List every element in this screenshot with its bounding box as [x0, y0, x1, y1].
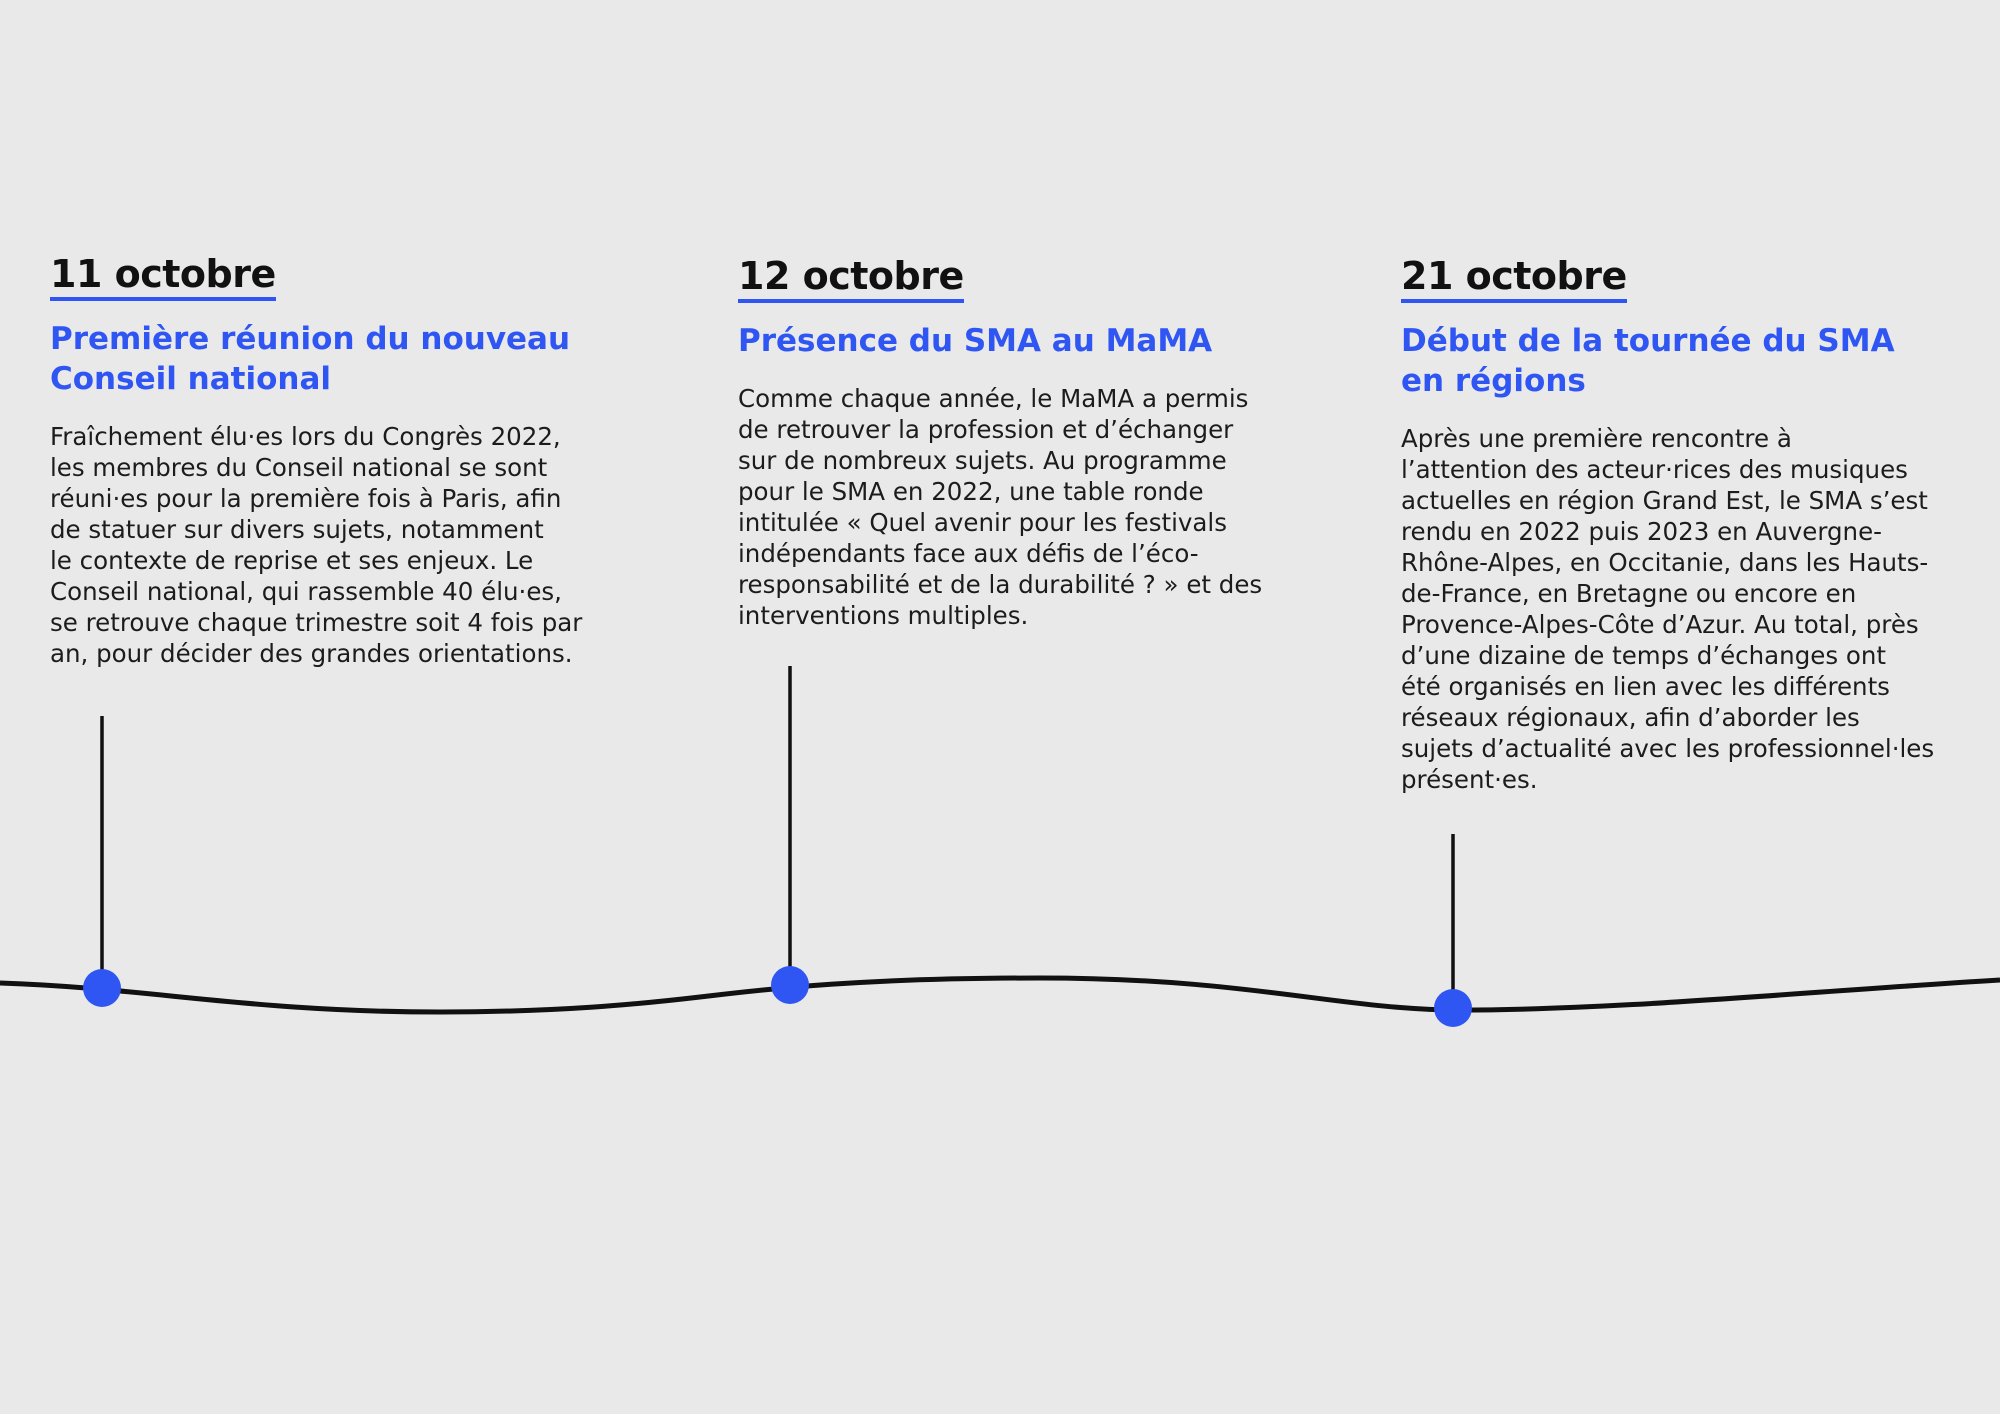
timeline-event-3: [1401, 254, 2000, 795]
timeline-wave: [0, 978, 2000, 1012]
event-heading: Début de la tournée du SMA en régions: [1401, 323, 1895, 399]
event-date: 12 octobre: [738, 257, 964, 303]
event-heading: Première réunion du nouveau Conseil national: [50, 321, 571, 397]
event-description: Après une première rencontre à l’attention des acteur·rices des musiques actuelles en région Grand Est, le SMA s’est rendu en 2022 puis 2023 en Auvergne- Rhône-Alpes, en Occitanie, dans les Hauts- de-France, en Bretagne ou encore en Provence-Alpes-Côte d’Azur. Au total, près d’une dizaine de temps d’échanges ont été organisés en lien avec les différents réseaux régionaux, afin d’aborder les sujets d’actualité avec les professionnel·les présent·es.: [1401, 424, 1935, 794]
event-description: Fraîchement élu·es lors du Congrès 2022, les membres du Conseil national se sont réuni·es pour la première fois à Paris, afin de statuer sur divers sujets, notamment le contexte de reprise et ses enjeux. Le Conseil national, qui rassemble 40 élu·es, se retrouve chaque trimestre soit 4 fois par an, pour décider des grandes orientations.: [50, 422, 583, 668]
event-1-marker: [83, 969, 121, 1007]
event-3-marker: [1434, 989, 1472, 1027]
event-date: 21 octobre: [1401, 257, 1627, 303]
timeline-event-2: [738, 254, 1378, 631]
event-heading: Présence du SMA au MaMA: [738, 323, 1213, 359]
event-date: 11 octobre: [50, 255, 276, 301]
event-2-marker: [771, 966, 809, 1004]
event-description: Comme chaque année, le MaMA a permis de retrouver la profession et d’échanger sur de nombreux sujets. Au programme pour le SMA en 2022, une table ronde intitulée « Quel avenir pour les festivals indépendants face aux défis de l’éco- responsabilité et de la durabilité ? » et des interventions multiples.: [738, 384, 1263, 630]
timeline-event-1: [50, 252, 690, 669]
